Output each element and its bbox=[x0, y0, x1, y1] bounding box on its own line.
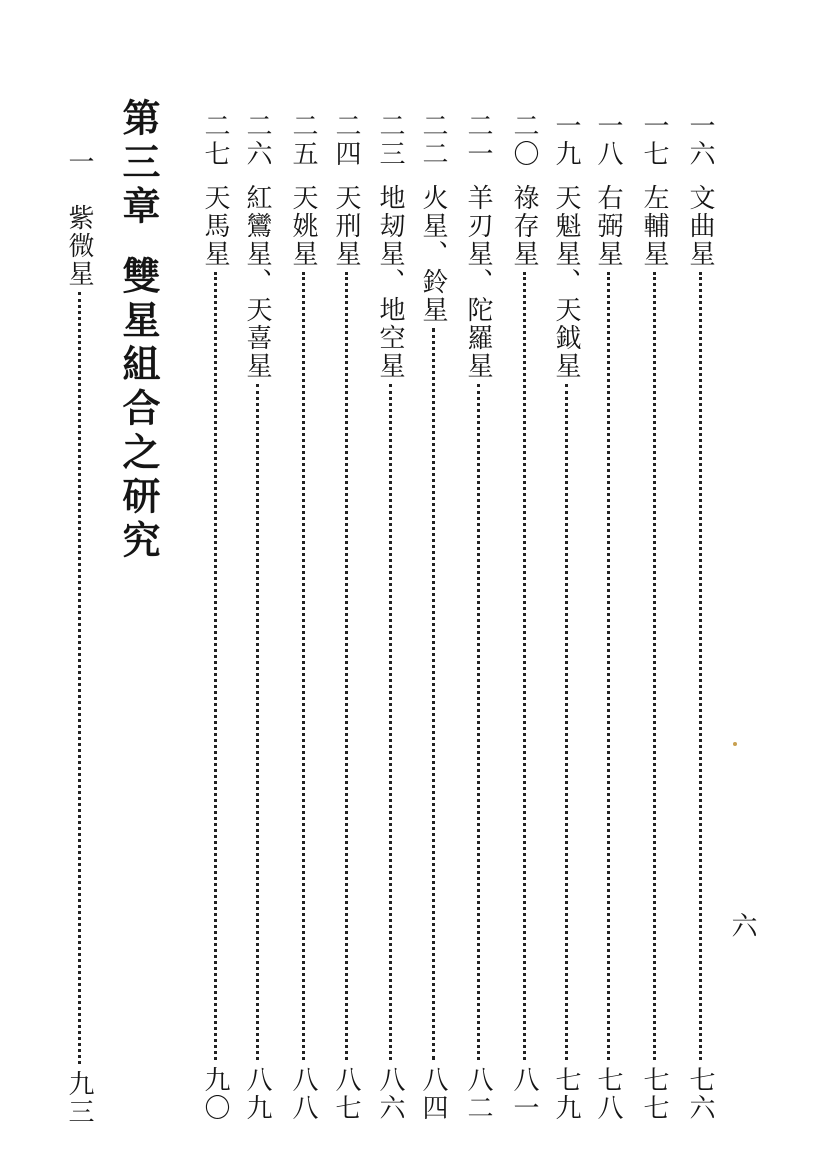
toc-entry bbox=[238, 112, 276, 1122]
toc-entry bbox=[60, 148, 98, 1126]
entry-title: 羊刃星、陀羅星 bbox=[463, 184, 493, 380]
entry-number: 二〇 bbox=[509, 112, 539, 168]
page-folio: 六 bbox=[727, 912, 757, 938]
dot-leader bbox=[78, 292, 81, 1064]
entry-title: 紫微星 bbox=[64, 204, 94, 288]
dot-leader bbox=[302, 272, 305, 1060]
entry-title: 天刑星 bbox=[331, 184, 361, 268]
entry-number: 二七 bbox=[200, 112, 230, 168]
toc-entry bbox=[327, 112, 365, 1122]
entry-number: 二六 bbox=[242, 112, 272, 168]
entry-page: 八四 bbox=[418, 1066, 448, 1122]
entry-title: 右弼星 bbox=[593, 184, 623, 268]
entry-page: 八九 bbox=[242, 1066, 272, 1122]
entry-title: 祿存星 bbox=[509, 184, 539, 268]
entry-number: 一六 bbox=[685, 112, 715, 168]
toc-entry bbox=[414, 112, 452, 1122]
entry-page: 七七 bbox=[639, 1066, 669, 1122]
entry-title: 火星、鈴星 bbox=[418, 184, 448, 324]
entry-page: 八八 bbox=[288, 1066, 318, 1122]
entry-page: 七八 bbox=[593, 1066, 623, 1122]
entry-number: 一九 bbox=[551, 112, 581, 168]
entry-number: 二一 bbox=[463, 112, 493, 168]
toc-entry bbox=[196, 112, 234, 1122]
entry-title: 左輔星 bbox=[639, 184, 669, 268]
entry-number: 二二 bbox=[418, 112, 448, 168]
entry-page: 八六 bbox=[375, 1066, 405, 1122]
entry-number: 一八 bbox=[593, 112, 623, 168]
dot-leader bbox=[523, 272, 526, 1060]
dot-leader bbox=[389, 384, 392, 1060]
toc-entry bbox=[681, 112, 719, 1122]
entry-title: 天馬星 bbox=[200, 184, 230, 268]
entry-page: 八一 bbox=[509, 1066, 539, 1122]
toc-entry bbox=[589, 112, 627, 1122]
entry-page: 七六 bbox=[685, 1066, 715, 1122]
entry-page: 八七 bbox=[331, 1066, 361, 1122]
dot-leader bbox=[607, 272, 610, 1060]
dot-leader bbox=[565, 384, 568, 1060]
toc-entry bbox=[505, 112, 543, 1122]
dot-leader bbox=[214, 272, 217, 1060]
dot-leader bbox=[477, 384, 480, 1060]
entry-number: 二四 bbox=[331, 112, 361, 168]
dot-leader bbox=[699, 272, 702, 1060]
entry-title: 文曲星 bbox=[685, 184, 715, 268]
entry-title: 天魁星、天鉞星 bbox=[551, 184, 581, 380]
entry-page: 八二 bbox=[463, 1066, 493, 1122]
chapter-heading bbox=[116, 98, 160, 564]
toc-entry bbox=[371, 112, 409, 1122]
toc-entry bbox=[284, 112, 322, 1122]
entry-page: 九〇 bbox=[200, 1066, 230, 1122]
toc-entry bbox=[547, 112, 585, 1122]
chapter-title: 雙星組合之研究 bbox=[116, 256, 161, 564]
entry-number: 二三 bbox=[375, 112, 405, 168]
entry-page: 九三 bbox=[64, 1070, 94, 1126]
dot-leader bbox=[432, 328, 435, 1060]
dot-leader bbox=[653, 272, 656, 1060]
entry-page: 七九 bbox=[551, 1066, 581, 1122]
entry-title: 紅鸞星、天喜星 bbox=[242, 184, 272, 380]
chapter-prefix: 第三章 bbox=[116, 98, 161, 230]
entry-number: 一七 bbox=[639, 112, 669, 168]
entry-title: 地刼星、地空星 bbox=[375, 184, 405, 380]
toc-entry bbox=[635, 112, 673, 1122]
dot-leader bbox=[256, 384, 259, 1060]
entry-number: 二五 bbox=[288, 112, 318, 168]
dot-leader bbox=[345, 272, 348, 1060]
entry-number: 一 bbox=[64, 148, 94, 176]
entry-title: 天姚星 bbox=[288, 184, 318, 268]
toc-entry bbox=[459, 112, 497, 1122]
paper-speck bbox=[733, 742, 737, 746]
